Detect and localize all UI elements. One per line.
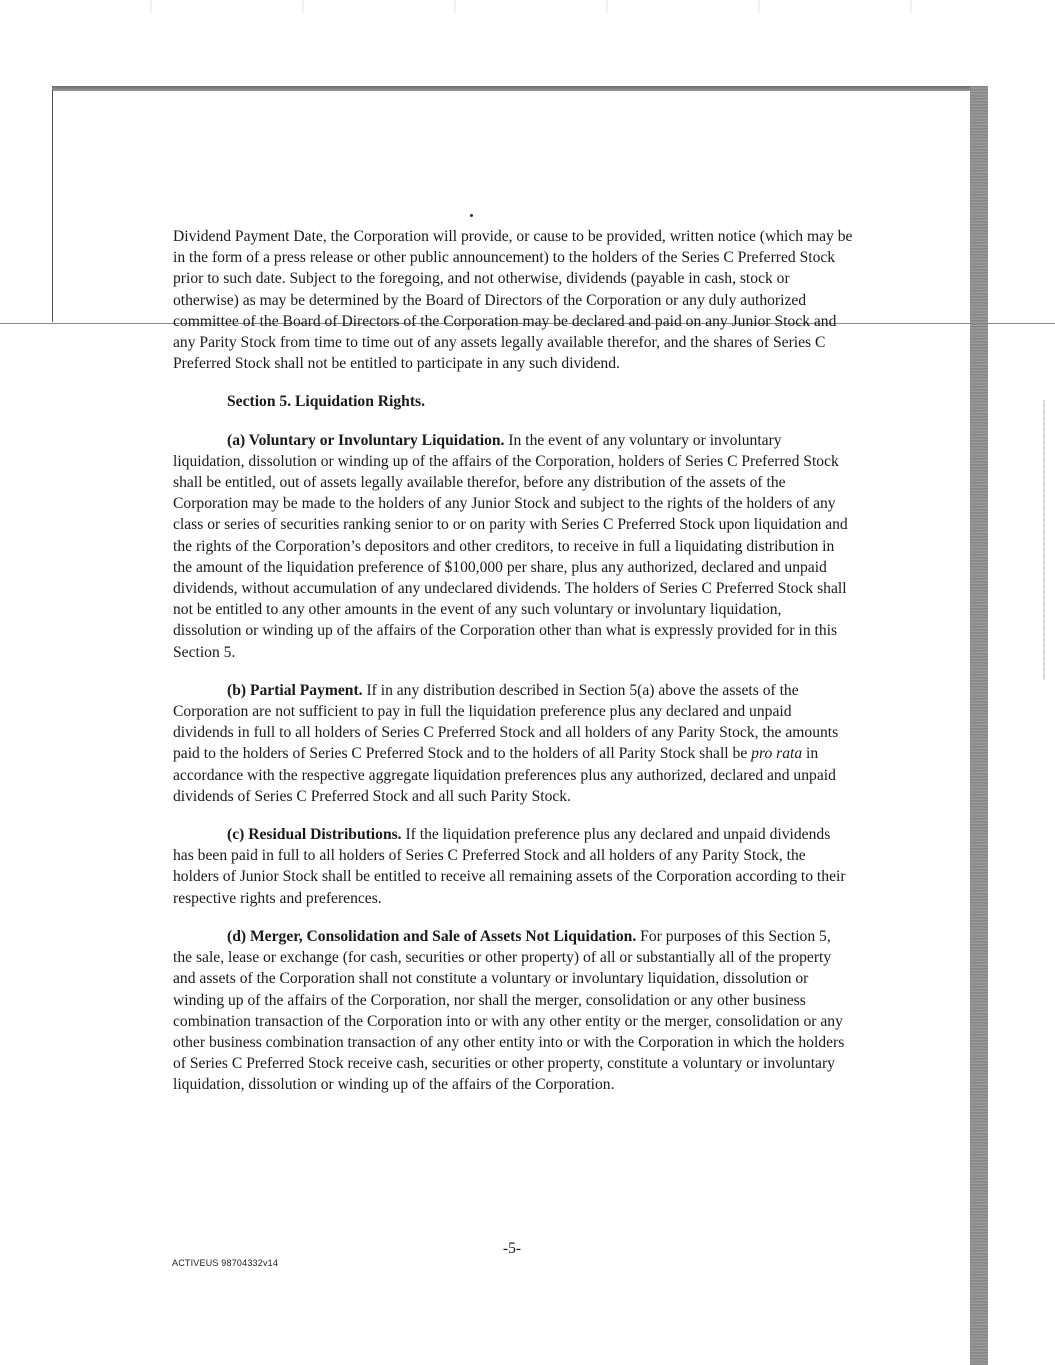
page-number: -5-: [502, 1240, 522, 1257]
paragraph-5c: [173, 824, 853, 909]
section-5-heading: Section 5. Liquidation Rights.: [227, 393, 425, 411]
paragraph-dividend-notice: Dividend Payment Date, the Corporation will provide, or cause to be provided, written notice (which may be in the form of a press release or other public announcement) to the holders of the Series C Preferred Stock prior to such date. Subject to the foregoing, and not otherwise, dividends (payable in cash, stock or otherwise) as may be determined by the Board of Directors of the Corporation or any duly authorized committee of the Board of Directors of the Corporation may be declared and paid on any Junior Stock and any Parity Stock from time to time out of any assets legally available therefor, and the shares of Series C Preferred Stock shall not be entitled to participate in any such dividend.: [173, 228, 853, 373]
paragraph-5d: [173, 926, 853, 1096]
scan-speck: [470, 214, 473, 217]
subsection-5c-text: If the liquidation preference plus any declared and unpaid dividends has been paid in full to all holders of Series C Preferred Stock and all holders of any Parity Stock, the holders of Junior Stock shall be entitled to receive all remaining assets of the Corporation according to their respective rights and preferences.: [173, 826, 846, 907]
scan-top-border: [52, 86, 977, 91]
subsection-5b-italic: pro rata: [751, 745, 803, 763]
subsection-5b-heading: (b) Partial Payment.: [227, 681, 363, 699]
paragraph-5b: [173, 680, 853, 807]
document-body: [173, 226, 853, 1113]
scan-top-specks: [0, 0, 1055, 14]
paragraph-5a: [173, 430, 853, 663]
scan-left-line: [52, 90, 53, 322]
subsection-5b-text-before: If in any distribution described in Section 5(a) above the assets of the Corporation are not sufficient to pay in full the liquidation preference plus any declared and unpaid dividends in full to all holders of Series C Preferred Stock and all holders of any Parity Stock, the amounts paid to the holders of Series C Preferred Stock and to the holders of all Parity Stock shall be: [173, 681, 839, 763]
subsection-5a-heading: (a) Voluntary or Involuntary Liquidation.: [227, 431, 505, 449]
subsection-5a-text: In the event of any voluntary or involuntary liquidation, dissolution or winding up of the affairs of the Corporation, holders of Series C Preferred Stock shall be entitled, out of assets legally available therefor, before any distribution of the assets of the Corporation may be made to the holders of any Junior Stock and subject to the rights of the holders of any class or series of securities ranking senior to or on parity with Series C Preferred Stock upon liquidation and the rights of the Corporation’s depositors and other creditors, to receive in full a liquidating distribution in the amount of the liquidation preference of $100,000 per share, plus any authorized, declared and unpaid dividends, without accumulation of any undeclared dividends. The holders of Series C Preferred Stock shall not be entitled to any other amounts in the event of any such voluntary or involuntary liquidation, dissolution or winding up of the affairs of the Corporation other than what is expressly provided for in this Section 5.: [173, 431, 848, 661]
scan-right-edge: [970, 86, 988, 1365]
subsection-5c-heading: (c) Residual Distributions.: [227, 826, 402, 844]
subsection-5d-text: For purposes of this Section 5, the sale, lease or exchange (for cash, securities or other property) of all or substantially all of the property and assets of the Corporation shall not constitute a voluntary or involuntary liquidation, dissolution or winding up of the affairs of the Corporation, nor shall the merger, consolidation or any other business combination transaction of the Corporation into or with any other entity or the merger, consolidation or any other business combination transaction of any other entity into or with the Corporation in which the holders of Series C Preferred Stock receive cash, securities or other property, constitute a voluntary or involuntary liquidation, dissolution or winding up of the affairs of the Corporation.: [173, 927, 845, 1094]
subsection-5d-heading: (d) Merger, Consolidation and Sale of Assets Not Liquidation.: [227, 927, 637, 945]
scan-faint-edge: [1043, 400, 1045, 680]
document-id: ACTIVEUS 98704332v14: [172, 1258, 279, 1268]
subsection-5b-text-after: in accordance with the respective aggregate liquidation preferences plus any authorized, declared and unpaid dividends of Series C Preferred Stock and all such Parity Stock.: [173, 745, 836, 805]
